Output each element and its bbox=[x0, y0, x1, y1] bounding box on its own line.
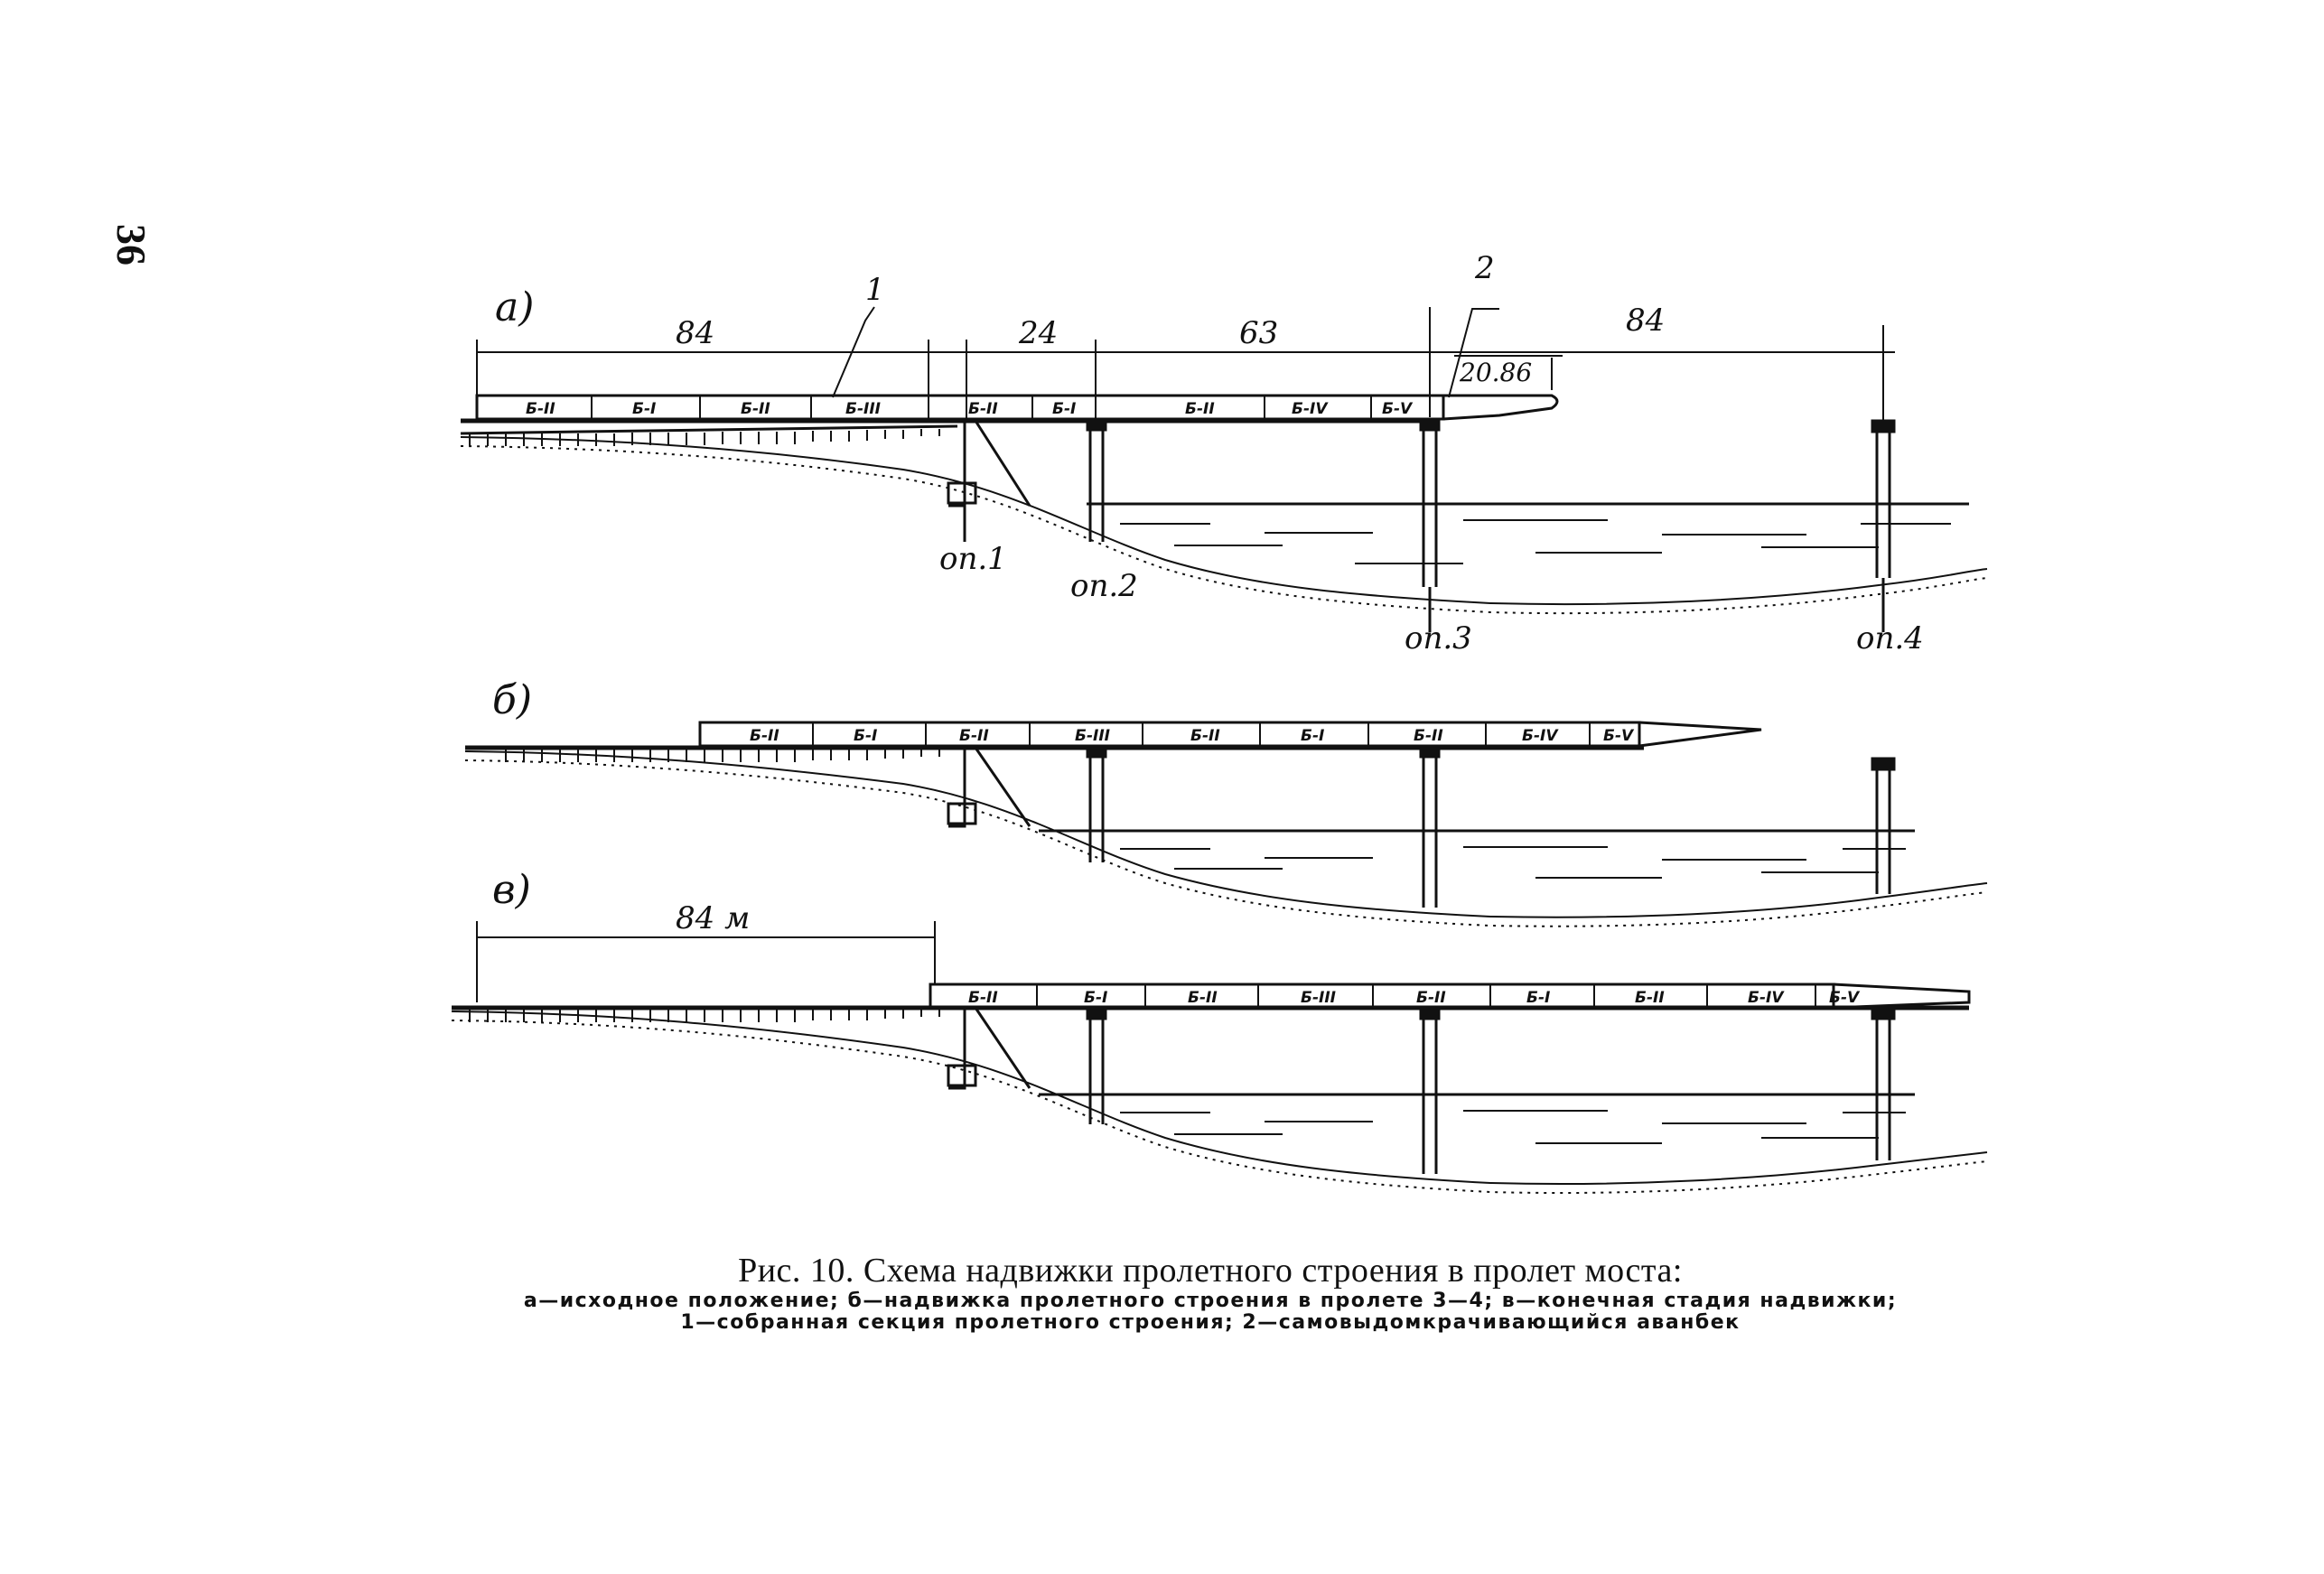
panel-v-water bbox=[1039, 1094, 1915, 1143]
pier-3-label: оп.3 bbox=[1405, 620, 1472, 657]
page-number: 36 bbox=[108, 224, 154, 265]
figure-caption bbox=[434, 1251, 1987, 1334]
figure-legend-line-1: а—исходное положение; б—надвижка пролетного строения в пролете 3—4; в—конечная стадия надвижки; bbox=[523, 1290, 1898, 1312]
dimension-84-left: 84 bbox=[676, 315, 715, 351]
panel-b-pier-3 bbox=[1420, 746, 1440, 908]
panel-b-ground-hatching bbox=[506, 750, 939, 762]
panel-b-pier-2 bbox=[1087, 746, 1106, 862]
panel-v-pier-4 bbox=[1872, 1008, 1894, 1160]
panel-v-segment-8: Б-IV bbox=[1748, 989, 1784, 1007]
panel-a-segment-6: Б-I bbox=[1052, 400, 1077, 418]
panel-b-water bbox=[1039, 831, 1915, 878]
panel-b-girder bbox=[465, 722, 1761, 748]
panel-v-segment-1: Б-II bbox=[968, 989, 998, 1007]
dimension-84-right: 84 bbox=[1626, 303, 1666, 339]
panel-v-label: в) bbox=[492, 867, 531, 913]
panel-v-pier-3 bbox=[1420, 1008, 1440, 1174]
panel-b-segment-2: Б-I bbox=[854, 727, 878, 745]
panel-v-segment-4: Б-III bbox=[1301, 989, 1336, 1007]
panel-a-segment-2: Б-I bbox=[632, 400, 657, 418]
panel-v-segment-5: Б-II bbox=[1416, 989, 1446, 1007]
panel-v-segment-6: Б-I bbox=[1526, 989, 1551, 1007]
panel-b bbox=[465, 677, 1987, 927]
figure-title: Рис. 10. Схема надвижки пролетного строения в пролет моста: bbox=[738, 1252, 1683, 1290]
dimension-63: 63 bbox=[1239, 315, 1279, 351]
panel-a-segment-9: Б-V bbox=[1382, 400, 1413, 418]
panel-v-ground-hatching bbox=[470, 1010, 939, 1022]
panel-a-segment-8: Б-IV bbox=[1292, 400, 1328, 418]
panel-a-segment-3: Б-II bbox=[741, 400, 770, 418]
pier-4-label: оп.4 bbox=[1856, 620, 1924, 657]
panel-a-label: а) bbox=[495, 284, 535, 331]
panel-b-pier-4 bbox=[1872, 759, 1894, 894]
nose-dimension-value: 20.86 bbox=[1460, 358, 1533, 387]
panel-a-segment-5: Б-II bbox=[968, 400, 998, 418]
pier-1 bbox=[948, 421, 1030, 542]
pier-2-label: оп.2 bbox=[1070, 568, 1138, 604]
panel-v-pier-2 bbox=[1087, 1008, 1106, 1124]
panel-v-segment-9: Б-V bbox=[1829, 989, 1860, 1007]
panel-v-dimension: 84 м bbox=[676, 900, 751, 936]
panel-b-segment-5: Б-II bbox=[1190, 727, 1220, 745]
panel-b-segment-9: Б-V bbox=[1603, 727, 1634, 745]
panel-v-embankment bbox=[452, 1011, 1987, 1193]
panel-b-segment-6: Б-I bbox=[1301, 727, 1325, 745]
panel-a-segment-7: Б-II bbox=[1185, 400, 1215, 418]
panel-a-segment-4: Б-III bbox=[845, 400, 881, 418]
panel-v-abutment bbox=[948, 1008, 1030, 1088]
panel-b-segment-1: Б-II bbox=[750, 727, 779, 745]
callout-1-label: 1 bbox=[865, 272, 885, 308]
pier-2 bbox=[1087, 419, 1106, 542]
panel-v-segment-2: Б-I bbox=[1084, 989, 1108, 1007]
pier-4 bbox=[1872, 421, 1894, 632]
pier-1-label: оп.1 bbox=[939, 541, 1007, 577]
callout-2-label: 2 bbox=[1475, 250, 1495, 286]
panel-v bbox=[452, 867, 1987, 1193]
panel-b-label: б) bbox=[492, 677, 533, 723]
panel-v-segment-7: Б-II bbox=[1635, 989, 1665, 1007]
panel-a-embankment bbox=[461, 426, 1987, 613]
panel-a-water bbox=[1093, 504, 1969, 563]
panel-b-segment-3: Б-II bbox=[959, 727, 989, 745]
panel-b-segment-7: Б-II bbox=[1414, 727, 1443, 745]
panel-b-abutment bbox=[948, 748, 1030, 826]
panel-a-segment-1: Б-II bbox=[526, 400, 555, 418]
panel-b-segment-4: Б-III bbox=[1075, 727, 1110, 745]
figure-legend-line-2: 1—собранная секция пролетного строения; 2—самовыдомкрачивающийся аванбек bbox=[680, 1311, 1741, 1334]
panel-a bbox=[461, 250, 1987, 657]
panel-b-segment-8: Б-IV bbox=[1522, 727, 1558, 745]
dimension-24: 24 bbox=[1019, 315, 1059, 351]
panel-v-segment-3: Б-II bbox=[1188, 989, 1218, 1007]
